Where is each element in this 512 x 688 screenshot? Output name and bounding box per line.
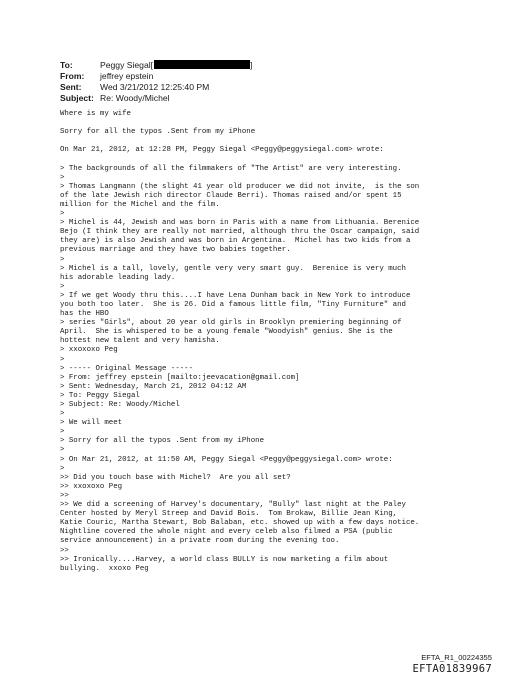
- body-line: >: [60, 210, 65, 219]
- body-line: April. She is whispered to be a young female "Woodyish" genius. She is the: [60, 328, 393, 337]
- body-line: >: [60, 173, 65, 182]
- body-line: million for the Michel and the film.: [60, 200, 220, 209]
- to-label: To:: [60, 60, 73, 70]
- body-line: they are) is also Jewish and was born in Argentina. Michel has two kids from a: [60, 237, 411, 246]
- body-line: >: [60, 355, 65, 364]
- subject-row: [60, 93, 252, 104]
- subject-value: Re: Woody/Michel: [100, 93, 170, 103]
- body-line: has the HBO: [60, 310, 109, 319]
- body-line: Center hosted by Meryl Streep and David Bois. Tom Brokaw, Billie Jean King,: [60, 510, 398, 519]
- body-line: > On Mar 21, 2012, at 11:50 AM, Peggy Siegal <Peggy@peggysiegal.com> wrote:: [60, 455, 393, 464]
- from-label: From:: [60, 71, 85, 81]
- body-line: his adorable leading lady.: [60, 273, 176, 282]
- body-line: Bejo (I think they are really not married, although thru the Oscar campaign, said: [60, 228, 420, 237]
- footer: [413, 653, 492, 675]
- body-line: > xxoxoxo Peg: [60, 346, 118, 355]
- body-line: service announcement) in a private room during the evening too.: [60, 537, 340, 546]
- to-value: Peggy Siegal[: [100, 60, 154, 70]
- body-line: On Mar 21, 2012, at 12:28 PM, Peggy Siegal <Peggy@peggysiegal.com> wrote:: [60, 146, 384, 155]
- bates-number-secondary: EFTA01839967: [412, 663, 492, 675]
- body-line: > Thomas Langmann (the slight 41 year old producer we did not invite, is the son: [60, 182, 420, 191]
- redaction-close: ]: [250, 60, 253, 70]
- body-line: > ----- Original Message -----: [60, 364, 194, 373]
- from-value: jeffrey epstein: [100, 71, 154, 81]
- body-line: Where is my wife: [60, 110, 131, 118]
- body-line: >> xxoxoxo Peg: [60, 482, 123, 491]
- body-line: > series "Girls", about 20 year old girls in Brooklyn premiering beginning of: [60, 319, 402, 328]
- body-line: hottest new talent and very hamisha.: [60, 337, 220, 346]
- body-line: > Subject: Re: Woody/Michel: [60, 401, 180, 409]
- body-line: >> We did a screening of Harvey's documentary, "Bully" last night at the Paley: [60, 501, 406, 510]
- body-line: >: [60, 446, 65, 455]
- body-line: you both too later. She is 26. Did a famous little film, "Tiny Furniture" and: [60, 300, 406, 309]
- redaction-bar: [154, 60, 253, 70]
- bates-number-primary: EFTA_R1_00224355: [421, 653, 492, 662]
- body-line: >: [60, 464, 65, 473]
- body-line: > To: Peggy Siegal: [60, 391, 140, 400]
- sent-row: [60, 82, 252, 93]
- from-row: [60, 71, 252, 82]
- body-line: > We will meet: [60, 419, 123, 428]
- body-line: Sorry for all the typos .Sent from my iPhone: [60, 128, 256, 137]
- body-line: Katie Couric, Martha Stewart, Bob Balaban, etc. showed up with a few days notice.: [60, 519, 420, 528]
- body-line: Nightline covered the whole night and every celeb also filmed a PSA (public: [60, 528, 393, 537]
- body-line: >>: [60, 546, 69, 555]
- body-line: >>: [60, 491, 69, 500]
- email-body: [60, 110, 460, 574]
- body-line: >: [60, 428, 65, 437]
- body-line: > If we get Woody thru this....I have Lena Dunham back in New York to introduce: [60, 291, 411, 300]
- subject-label: Subject:: [60, 93, 94, 103]
- body-line: > Michel is a tall, lovely, gentle very very smart guy. Berenice is very much: [60, 264, 406, 273]
- sent-label: Sent:: [60, 82, 82, 92]
- body-line: >> Ironically....Harvey, a world class BULLY is now marketing a film about: [60, 555, 389, 564]
- body-line: >: [60, 282, 65, 291]
- body-line: >: [60, 255, 65, 264]
- body-line: >: [60, 410, 65, 419]
- body-line: >> Did you touch base with Michel? Are you all set?: [60, 473, 291, 482]
- body-line: previous marriage and they have two babies together.: [60, 246, 291, 255]
- body-line: bullying. xxoxo Peg: [60, 564, 149, 573]
- body-line: > The backgrounds of all the filmmakers of "The Artist" are very interesting.: [60, 164, 402, 173]
- body-line: of the late Jewish rich director Claude Berri). Thomas raised and/or spent 15: [60, 191, 402, 200]
- email-header: [60, 60, 252, 104]
- body-line: > Michel is 44, Jewish and was born in Paris with a name from Lithuania. Berenice: [60, 219, 420, 228]
- body-line: > Sent: Wednesday, March 21, 2012 04:12 AM: [60, 382, 247, 391]
- body-line: > Sorry for all the typos .Sent from my iPhone: [60, 437, 265, 446]
- body-line: > From: jeffrey epstein [mailto:jeevacation@gmail.com]: [60, 373, 300, 382]
- sent-value: Wed 3/21/2012 12:25:40 PM: [100, 82, 210, 92]
- to-row: [60, 60, 252, 71]
